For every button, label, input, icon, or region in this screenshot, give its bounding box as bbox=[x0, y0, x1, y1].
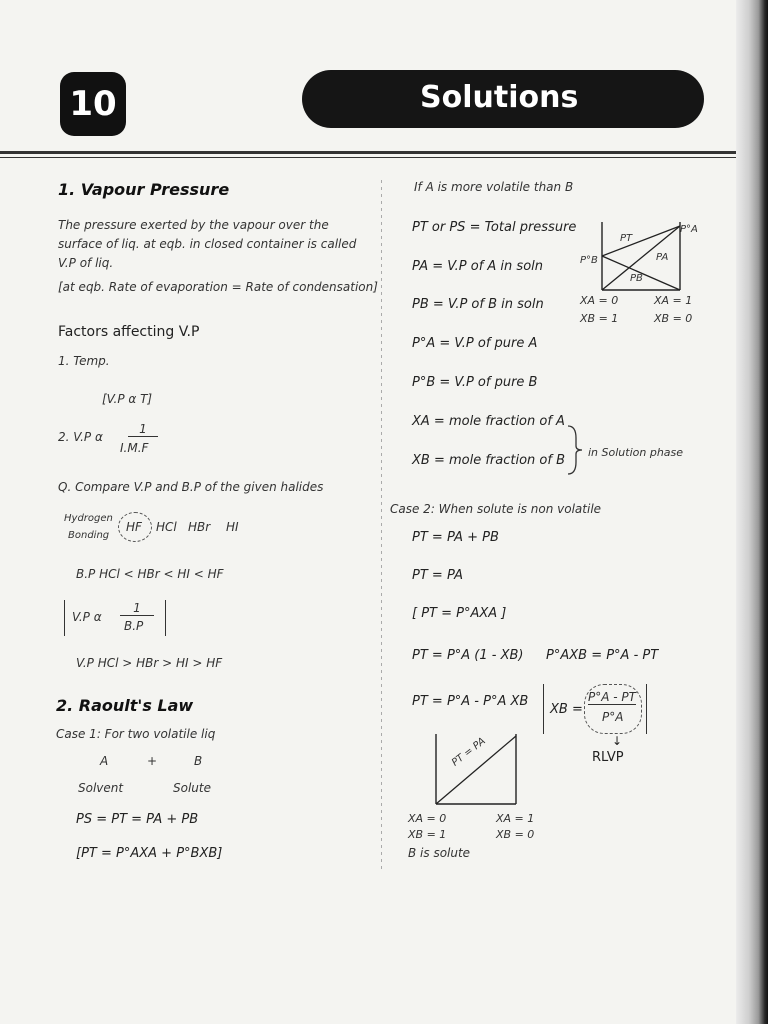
hb-label: Hydrogen bbox=[64, 513, 113, 524]
graph-pa-label: PA bbox=[656, 252, 669, 263]
graph-pb-label: PB bbox=[630, 273, 643, 284]
chapter-title: Solutions bbox=[420, 80, 579, 115]
imf-denominator: I.M.F bbox=[120, 441, 149, 455]
pob-definition: P°B = V.P of pure B bbox=[412, 375, 538, 390]
graph-xa1: XA = 1 bbox=[654, 294, 693, 307]
component-a: A bbox=[100, 754, 109, 768]
graph-pt-label: PT bbox=[620, 233, 633, 244]
poa-definition: P°A = V.P of pure A bbox=[412, 336, 538, 351]
vp-order: V.P HCl > HBr > HI > HF bbox=[76, 656, 223, 670]
header-rule bbox=[0, 151, 736, 154]
halide: HCl bbox=[156, 520, 177, 534]
graph-xb0: XB = 0 bbox=[654, 312, 693, 325]
pb-definition: PB = V.P of B in soln bbox=[412, 297, 544, 312]
solvent-label: Solvent bbox=[78, 781, 124, 795]
page-binding-shadow bbox=[736, 0, 768, 1024]
graph-poa-label: P°A bbox=[680, 224, 698, 235]
vp-bp-numerator: 1 bbox=[120, 601, 154, 616]
halide: HF bbox=[126, 520, 142, 534]
case2-eq6: PT = P°A - P°A XB bbox=[412, 694, 529, 709]
graph2-line-label: PT = PA bbox=[450, 735, 488, 769]
plus-sign: + bbox=[147, 754, 158, 768]
case2-eq3: [ PT = P°AXA ] bbox=[412, 606, 507, 621]
rlvp-denominator: P°A bbox=[602, 710, 624, 724]
chapter-number: 10 bbox=[69, 84, 117, 124]
vp-bp-denominator: B.P bbox=[124, 619, 144, 633]
chapter-number-badge bbox=[60, 72, 126, 136]
factor-imf: 2. V.P α bbox=[58, 430, 103, 444]
rlvp-label: RLVP bbox=[592, 750, 624, 765]
factor-temp: 1. Temp. bbox=[58, 354, 110, 368]
graph-pob-label: P°B bbox=[580, 255, 598, 266]
halide: HI bbox=[226, 520, 239, 534]
imf-numerator: 1 bbox=[128, 422, 158, 437]
raoult-heading: 2. Raoult's Law bbox=[56, 696, 194, 715]
bp-order: B.P HCl < HBr < HI < HF bbox=[76, 567, 224, 581]
vp-bp-relation: V.P α bbox=[72, 610, 102, 624]
xb-definition: XB = mole fraction of B bbox=[412, 453, 565, 468]
xa-definition: XA = mole fraction of A bbox=[412, 414, 565, 429]
raoult-eq2: [PT = P°AXA + P°BXB] bbox=[76, 846, 223, 861]
factors-heading: Factors affecting V.P bbox=[58, 324, 200, 340]
graph-xb1: XB = 1 bbox=[580, 312, 619, 325]
equilibrium-note: [at eqb. Rate of evaporation = Rate of condensation] bbox=[58, 280, 378, 294]
raoult-eq1: PS = PT = PA + PB bbox=[76, 812, 199, 827]
definition-line: The pressure exerted by the vapour over the bbox=[58, 218, 329, 232]
rlvp-lhs: XB = bbox=[550, 702, 583, 717]
solute-label: Solute bbox=[173, 781, 211, 795]
pt-definition: PT or PS = Total pressure bbox=[412, 220, 577, 235]
case2-eq4: PT = P°A (1 - XB) bbox=[412, 648, 524, 663]
case2-eq5: P°AXB = P°A - PT bbox=[546, 648, 659, 663]
graph2-xb0: XB = 0 bbox=[496, 828, 535, 841]
brace-icon bbox=[566, 424, 584, 476]
rlvp-numerator: P°A - PT bbox=[588, 690, 636, 704]
component-b: B bbox=[194, 754, 203, 768]
arrow-down-icon: ↓ bbox=[612, 734, 623, 748]
graph2-xa0: XA = 0 bbox=[408, 812, 447, 825]
halide: HBr bbox=[188, 520, 211, 534]
pa-definition: PA = V.P of A in soln bbox=[412, 259, 543, 274]
question-line: Q. Compare V.P and B.P of the given halides bbox=[58, 480, 324, 494]
case2-eq2: PT = PA bbox=[412, 568, 464, 583]
graph-xa0: XA = 0 bbox=[580, 294, 619, 307]
definition-line: surface of liq. at eqb. in closed container is called bbox=[58, 237, 357, 251]
case2-eq1: PT = PA + PB bbox=[412, 530, 499, 545]
case1-line: Case 1: For two volatile liq bbox=[56, 727, 216, 741]
graph2-xb1: XB = 1 bbox=[408, 828, 447, 841]
vapour-pressure-heading: 1. Vapour Pressure bbox=[58, 180, 230, 199]
solution-phase-note: in Solution phase bbox=[588, 446, 684, 459]
hb-label: Bonding bbox=[68, 530, 110, 541]
graph2-note: B is solute bbox=[408, 846, 471, 860]
vp-temp-relation: [V.P α T] bbox=[102, 392, 153, 406]
definition-line: V.P of liq. bbox=[58, 256, 114, 270]
volatility-condition: If A is more volatile than B bbox=[414, 180, 574, 194]
header-rule-thin bbox=[0, 157, 736, 158]
graph2-xa1: XA = 1 bbox=[496, 812, 535, 825]
case2-line: Case 2: When solute is non volatile bbox=[390, 502, 602, 516]
column-divider bbox=[381, 180, 382, 870]
